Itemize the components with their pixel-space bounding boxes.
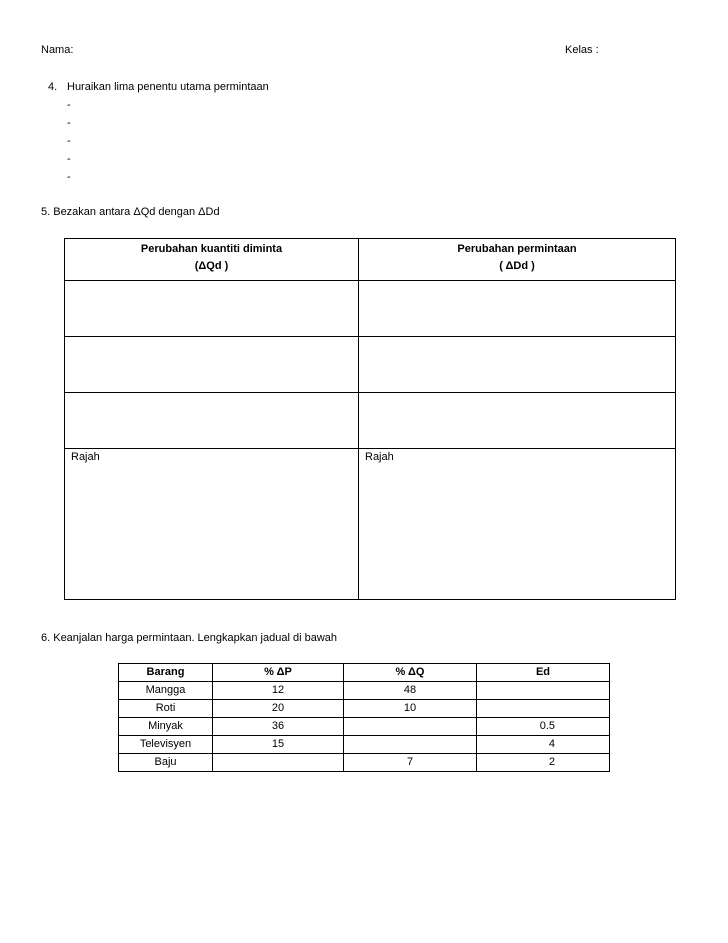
header-delta-p: % ΔP	[213, 664, 344, 682]
answer-cell-qd-2[interactable]	[65, 337, 359, 393]
header-barang: Barang	[119, 664, 213, 682]
cell-delta-q[interactable]	[344, 718, 477, 736]
answer-cell-dd-2[interactable]	[359, 337, 676, 393]
q4-dash-1: -	[67, 99, 71, 111]
rajah-cell-dd[interactable]	[359, 449, 676, 600]
answer-cell-dd-1[interactable]	[359, 281, 676, 337]
answer-cell-qd-1[interactable]	[65, 281, 359, 337]
cell-delta-p: 15	[213, 736, 344, 754]
table-row	[119, 754, 610, 772]
rajah-label-dd: Rajah	[365, 451, 394, 463]
header-ed: Ed	[477, 664, 610, 682]
cell-ed: 2	[477, 754, 610, 772]
cell-delta-q: 10	[344, 700, 477, 718]
q4-dash-5: -	[67, 171, 71, 183]
q4-dash-4: -	[67, 153, 71, 165]
elasticity-header-row	[119, 664, 610, 682]
q4-dash-2: -	[67, 117, 71, 129]
cell-delta-p: 36	[213, 718, 344, 736]
cell-barang: Mangga	[119, 682, 213, 700]
header-delta-q: % ΔQ	[344, 664, 477, 682]
rajah-cell-qd[interactable]	[65, 449, 359, 600]
dd-subtitle: ( ΔDd )	[499, 260, 535, 272]
class-label: Kelas :	[565, 44, 599, 56]
table-row	[119, 736, 610, 754]
comparison-row-1	[65, 281, 676, 337]
qd-title: Perubahan kuantiti diminta	[140, 243, 283, 255]
cell-ed: 0.5	[477, 718, 610, 736]
cell-ed[interactable]	[477, 700, 610, 718]
answer-cell-dd-3[interactable]	[359, 393, 676, 449]
comparison-header-qd	[65, 239, 359, 281]
comparison-header-dd	[359, 239, 676, 281]
cell-delta-q: 7	[344, 754, 477, 772]
cell-delta-p: 12	[213, 682, 344, 700]
table-row	[119, 700, 610, 718]
q6-text: 6. Keanjalan harga permintaan. Lengkapkan jadual di bawah	[41, 632, 337, 644]
table-row	[119, 718, 610, 736]
cell-barang: Baju	[119, 754, 213, 772]
cell-delta-q[interactable]	[344, 736, 477, 754]
elasticity-table	[118, 663, 610, 772]
cell-barang: Minyak	[119, 718, 213, 736]
comparison-table	[64, 238, 676, 600]
q4-text: Huraikan lima penentu utama permintaan	[67, 81, 269, 93]
cell-ed[interactable]	[477, 682, 610, 700]
comparison-row-2	[65, 337, 676, 393]
rajah-label-qd: Rajah	[71, 451, 100, 463]
cell-delta-p: 20	[213, 700, 344, 718]
cell-delta-q: 48	[344, 682, 477, 700]
qd-subtitle: (ΔQd )	[194, 260, 229, 272]
comparison-rajah-row	[65, 449, 676, 600]
comparison-header-row	[65, 239, 676, 281]
q5-text: 5. Bezakan antara ΔQd dengan ΔDd	[41, 206, 220, 218]
dd-title: Perubahan permintaan	[457, 243, 577, 255]
cell-barang: Televisyen	[119, 736, 213, 754]
q4-number: 4.	[48, 81, 58, 93]
table-row	[119, 682, 610, 700]
cell-delta-p[interactable]	[213, 754, 344, 772]
comparison-row-3	[65, 393, 676, 449]
answer-cell-qd-3[interactable]	[65, 393, 359, 449]
cell-barang: Roti	[119, 700, 213, 718]
q4-dash-3: -	[67, 135, 71, 147]
cell-ed: 4	[477, 736, 610, 754]
name-label: Nama:	[41, 44, 74, 56]
